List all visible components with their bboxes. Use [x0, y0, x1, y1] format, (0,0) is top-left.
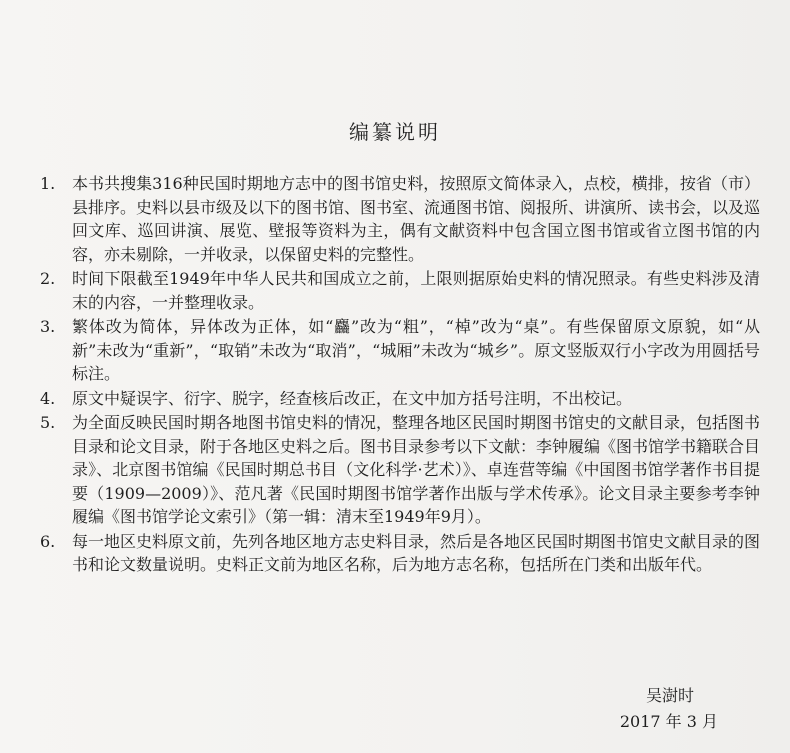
item-text: 时间下限截至1949年中华人民共和国成立之前，上限则据原始史料的情况照录。有些史料涉及清末的内容，一并整理收录。 — [72, 269, 760, 312]
page-title: 编纂说明 — [349, 120, 441, 144]
notes-list — [40, 172, 760, 578]
item-text: 每一地区史料原文前，先列各地区地方志史料目录，然后是各地区民国时期图书馆史文献目录的图书和论文数量说明。史料正文前为地区名称，后为地方志名称，包括所在门类和出版年代。 — [72, 531, 761, 574]
signature-date: 2017 年 3 月 — [619, 712, 718, 731]
item-text: 原文中疑误字、衍字、脱字，经查核后改正，在文中加方括号注明，不出校记。 — [72, 388, 633, 408]
list-item — [40, 387, 760, 411]
author-name: 吴澍时 — [645, 686, 694, 705]
item-number: 3. — [40, 317, 56, 336]
list-item — [40, 530, 760, 577]
item-number: 2. — [40, 269, 56, 288]
list-item — [40, 267, 760, 314]
item-text: 繁体改为简体，异体改为正体，如“麤”改为“粗”，“棹”改为“桌”。有些保留原文原貌，如“从新”未改为“重新”，“取销”未改为“取消”，“城厢”未改为“城乡”。原文竖版双行小字改为用圆括号标注。 — [72, 317, 760, 383]
list-item — [40, 172, 760, 266]
item-text: 为全面反映民国时期各地图书馆史料的情况，整理各地区民国时期图书馆史的文献目录，包括图书目录和论文目录，附于各地区史料之后。图书目录参考以下文献：李钟履编《图书馆学书籍联合目录》、北京图书馆编《民国时期总书目（文化科学·艺术）》、卓连营等编《中国图书馆学著作书目提要（1909—2009）》、范凡著《民国时期图书馆学著作出版与学术传承》。论文目录主要参考李钟履编《图书馆学论文索引》（第一辑：清末至1949年9月）。 — [72, 413, 761, 526]
list-item — [40, 411, 760, 529]
list-item — [40, 315, 760, 386]
item-number: 4. — [40, 388, 56, 408]
item-number: 6. — [40, 531, 56, 551]
item-number: 5. — [40, 413, 56, 432]
item-text: 本书共搜集316种民国时期地方志中的图书馆史料，按照原文简体录入，点校，横排，按省（市）县排序。史料以县市级及以下的图书馆、图书室、流通图书馆、阅报所、讲演所、读书会，以及巡回文库、巡回讲演、展览、壁报等资料为主，偶有文献资料中包含国立图书馆或省立图书馆的内容，亦未剔除，一并收录，以保留史料的完整性。 — [72, 174, 761, 264]
item-number: 1. — [40, 174, 56, 193]
